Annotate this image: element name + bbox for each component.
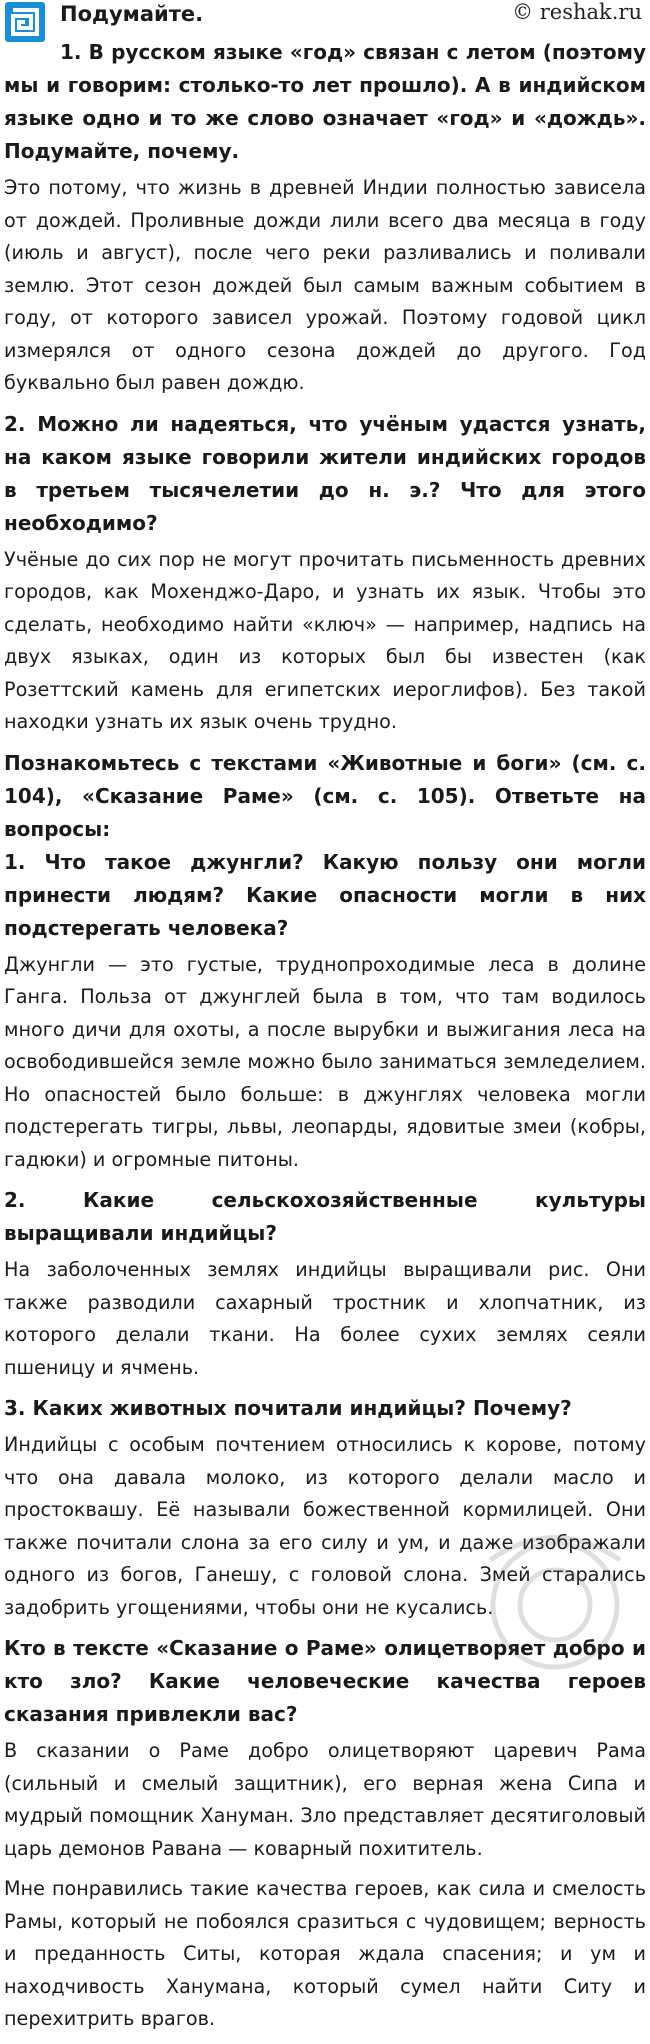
answer-text: В сказании о Раме добро олицетворяют царевич Рама (сильный и смелый защитник), его верная жена Сипа и мудрый помощник Хануман. Зло представляет десятиголовый царь демонов Равана — коварный похититель. [4, 1739, 646, 1860]
question-text: Кто в тексте «Сказание о Раме» олицетворяет добро и кто зло? Какие человеческие качества героев сказания привлекли вас? [4, 1636, 646, 1726]
question-text: 1. В русском языке «год» связан с летом (поэтому мы и говорим: столько-то лет прошло). А в индийском языке одно и то же слово означает «год» и «дождь». Подумайте, почему. [4, 40, 646, 163]
answer-text: Джунгли — это густые, труднопроходимые леса в долине Ганга. Польза от джунглей была в том, что там водилось много дичи для охоты, а после вырубки и выжигания леса на освободившейся земле можно было заниматься земледелием. Но опасностей было больше: в джунглях человека могли подстерегать тигры, львы, леопарды, ядовитые змеи (кобры, гадюки) и огромные питоны. [4, 952, 646, 1171]
answer-text: Индийцы с особым почтением относились к корове, потому что она давала молоко, из которого делали масло и простоквашу. Её называли божественной кормилицей. Они также почитали слона за его силу и ум, и даже изображали одного из богов, Ганешу, с головой слона. Змей старались задобрить угощениями, чтобы они не кусались. [4, 1433, 646, 1619]
question-text: 3. Каких животных почитали индийцы? Почему? [4, 1396, 572, 1420]
answer-text: На заболоченных землях индийцы выращивали рис. Они также разводили сахарный тростник и хлопчатник, из которого делали ткани. На более сухих землях сеяли пшеницу и ячмень. [4, 1258, 646, 1379]
site-watermark: © reshak.ru [512, 0, 642, 24]
question-text: 2. Можно ли надеяться, что учёным удастся узнать, на каком языке говорили жители индийских городов в третьем тысячелетии до н. э.? Что для этого необходимо? [4, 411, 646, 535]
answer-text: Учёные до сих пор не могут прочитать письменность древних городов, как Мохенджо-Даро, и узнать их язык. Чтобы это сделать, необходимо найти «ключ» — например, надпись на двух языках, один из которых был бы известен (как Розеттский камень для египетских иероглифов). Без такой находки узнать их язык очень трудно. [4, 547, 646, 733]
question-text: Познакомьтесь с текстами «Животные и боги» (см. с. 104), «Сказание Раме» (см. с. 105). Ответьте на вопросы: [4, 750, 646, 841]
question-text: 2. Какие сельскохозяйственные культуры выращивали индийцы? [4, 1188, 646, 1245]
question-text: 1. Что такое джунгли? Какую пользу они могли принести людям? Какие опасности могли в них подстерегать человека? [4, 849, 646, 940]
main-content [0, 36, 650, 2044]
answer-text: Это потому, что жизнь в древней Индии полностью зависела от дождей. Проливные дожди лили всего два месяца в году (июль и август), после чего реки разливались и поливали землю. Этот сезон дождей был самым важным событием в году, от которого зависел урожай. Поэтому годовой цикл измерялся от одного сезона дождей до другого. Год буквально был равен дождю. [4, 176, 646, 394]
page-title: Подумайте. [60, 2, 204, 26]
answer-text: Мне понравились такие качества героев, как сила и смелость Рамы, который не побоялся сразиться с чудовищем; верность и преданность Ситы, которая ждала спасения; и ум и находчивость Ханумана, который сумел найти Ситу и перехитрить врагов. [4, 1877, 646, 2030]
